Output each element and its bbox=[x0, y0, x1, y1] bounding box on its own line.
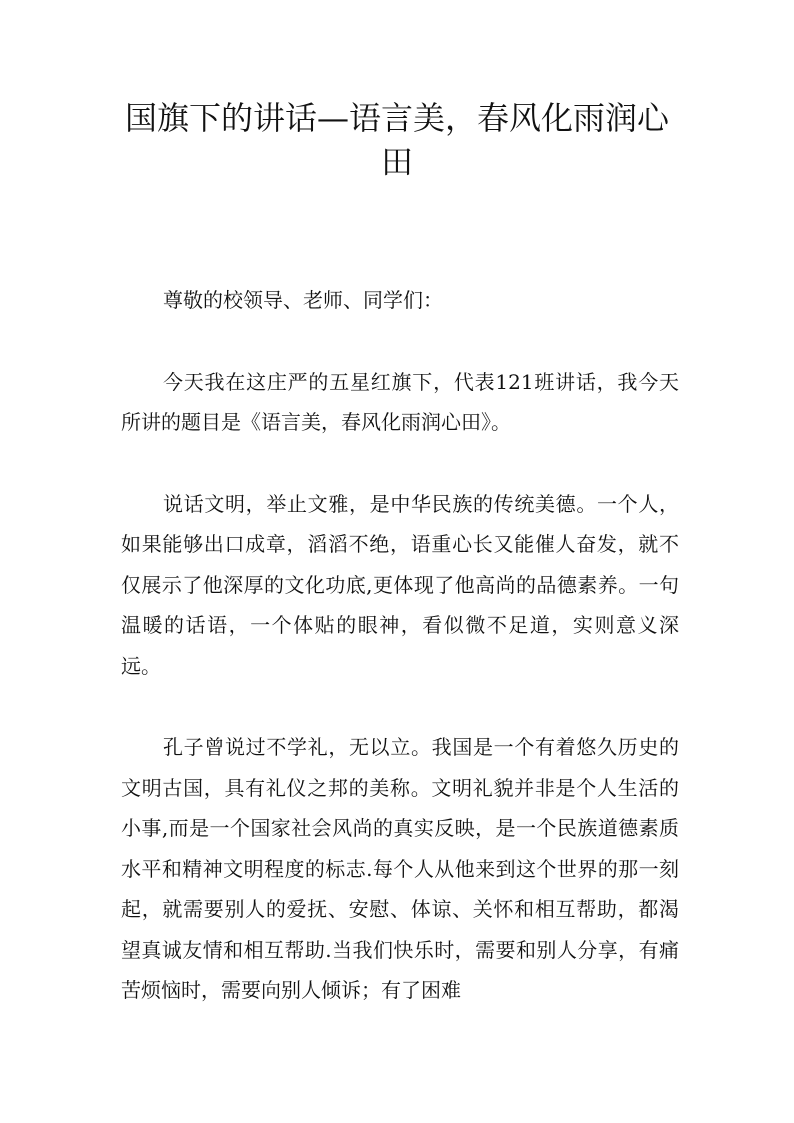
paragraph-confucius: 孔子曾说过不学礼，无以立。我国是一个有着悠久历史的文明古国，具有礼仪之邦的美称。文明礼貌并非是个人生活的小事,而是一个国家社会风尚的真实反映，是一个民族道德素质水平和精神文明程度的标志.每个人从他来到这个世界的那一刻起，就需要别人的爱抚、安慰、体谅、关怀和相互帮助，都渴望真诚友情和相互帮助.当我们快乐时，需要和别人分享，有痛苦烦恼时，需要向别人倾诉；有了困难 bbox=[121, 735, 679, 1002]
paragraph-salutation: 尊敬的校领导、老师、同学们： bbox=[163, 288, 443, 312]
document-body bbox=[121, 280, 679, 1011]
document-title: 国旗下的讲话—语言美，春风化雨润心田 bbox=[124, 99, 669, 181]
paragraph-civility: 说话文明，举止文雅，是中华民族的传统美德。一个人，如果能够出口成章，滔滔不绝，语重心长又能催人奋发，就不仅展示了他深厚的文化功底,更体现了他高尚的品德素养。一句温暖的话语，一个体贴的眼神，看似微不足道，实则意义深远。 bbox=[121, 491, 679, 678]
paragraph-intro: 今天我在这庄严的五星红旗下，代表121班讲话，我今天所讲的题目是《语言美，春风化雨润心田》。 bbox=[121, 369, 679, 434]
